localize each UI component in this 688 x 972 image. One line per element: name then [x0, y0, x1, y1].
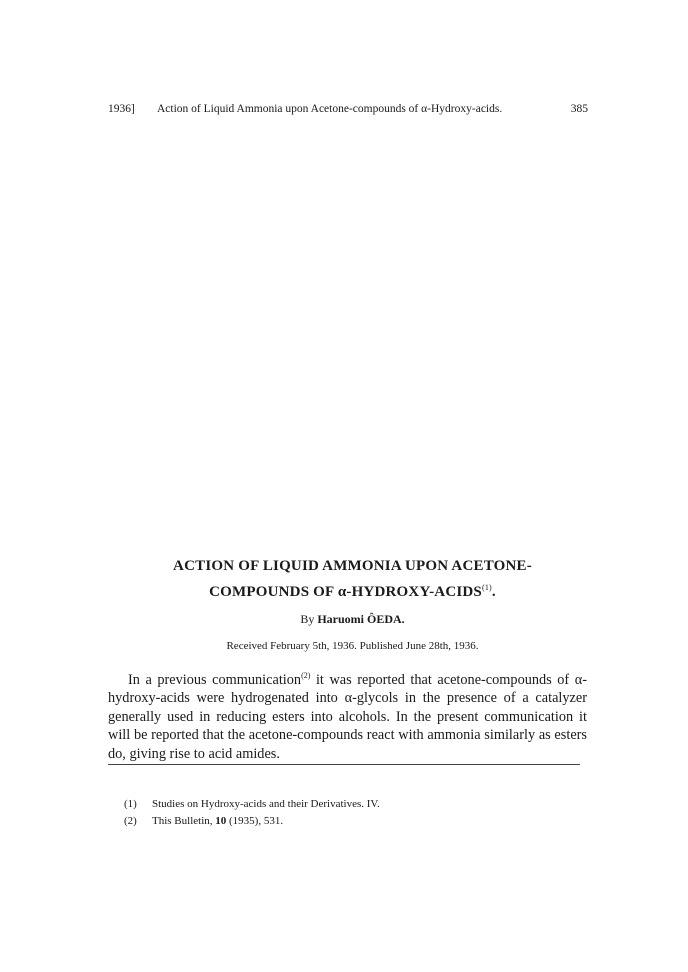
author-name: Haruomi ÔEDA.	[317, 612, 405, 626]
title-line-1: ACTION OF LIQUID AMMONIA UPON ACETONE-	[173, 558, 532, 574]
footnote-number: (2)	[124, 814, 137, 827]
body-paragraph	[108, 667, 587, 763]
received-date: Received February 5th, 1936. Published June 28th, 1936.	[226, 640, 479, 652]
footnote-text: Studies on Hydroxy-acids and their Derivatives. IV.	[152, 798, 380, 810]
title-alpha: α	[337, 584, 347, 600]
footnote-number: (1)	[124, 798, 137, 810]
footnote-2	[124, 813, 564, 830]
article-title	[100, 556, 605, 603]
footnote-text-end: (1935), 531.	[229, 814, 284, 827]
body-footnote-ref: (2)	[301, 671, 311, 680]
footnotes	[124, 796, 564, 829]
page-number: 385	[570, 103, 588, 115]
title-footnote-ref: (1)	[481, 583, 492, 592]
title-line-2-post: -HYDROXY-ACIDS	[346, 584, 482, 600]
running-head	[108, 101, 588, 117]
running-head-year: 1936]	[108, 103, 135, 115]
footnote-1	[124, 796, 564, 813]
footnote-divider	[108, 764, 580, 765]
body-text-part-2: it was reported that acetone-compounds of α-hydroxy-acids were hydrogenated into α-glycols in the presence of a catalyzer generally used in reducing esters into alcohols. In the present communication it will be reported that the acetone-compounds react with ammonia similarly as esters do, giving rise to acid amides.	[108, 671, 587, 762]
running-head-title: Action of Liquid Ammonia upon Acetone-compounds of α-Hydroxy-acids.	[157, 103, 503, 115]
footnote-volume: 10	[215, 814, 227, 827]
title-period: .	[491, 584, 496, 600]
title-line-2-pre: COMPOUNDS OF	[209, 584, 338, 600]
footnote-text: This Bulletin,	[152, 814, 213, 827]
byline-prefix: By	[300, 612, 315, 626]
byline	[100, 611, 605, 627]
body-text-part-1: In a previous communication	[128, 671, 302, 688]
